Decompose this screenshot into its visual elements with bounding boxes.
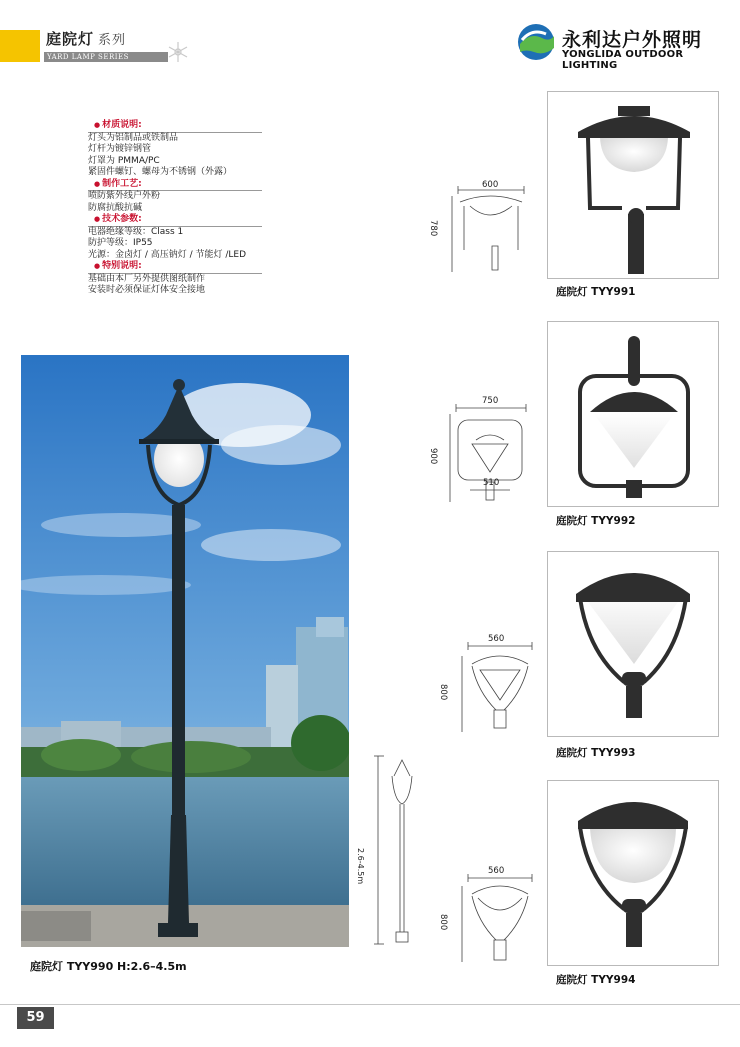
dim-width-tyy992: 750 bbox=[482, 396, 499, 406]
spec-line: 电器绝缘等级：Class 1 bbox=[88, 226, 184, 237]
drawing-tyy994 bbox=[438, 866, 536, 966]
drawing-tyy993 bbox=[438, 634, 536, 734]
spec-list bbox=[88, 120, 262, 297]
spec-heading: ● 特别说明: bbox=[88, 261, 262, 274]
drawing-tyy991 bbox=[428, 180, 530, 280]
product-photo-tyy990 bbox=[21, 355, 349, 947]
brand-name-cn: 永利达户外照明 bbox=[562, 29, 703, 51]
dim-height-tyy993: 800 bbox=[438, 684, 448, 701]
product-caption-tyy994: 庭院灯 TYY994 bbox=[556, 974, 636, 986]
dim-width-tyy993: 560 bbox=[488, 634, 505, 644]
product-image-tyy994 bbox=[547, 780, 719, 966]
spec-line: 灯罩为 PMMA/PC bbox=[88, 155, 160, 166]
product-image-tyy991 bbox=[547, 91, 719, 279]
footer-divider bbox=[0, 1004, 740, 1005]
spec-line: 防腐抗酸抗碱 bbox=[88, 202, 143, 213]
section-subtitle-en: YARD LAMP SERIES bbox=[44, 52, 168, 62]
spec-line: 灯头为铝制品或铁制品 bbox=[88, 132, 179, 143]
dim-height-tyy991: 780 bbox=[428, 220, 438, 237]
spec-line: 灯杆为镀锌钢管 bbox=[88, 144, 152, 154]
spec-heading: ● 技术参数: bbox=[88, 214, 262, 227]
spec-line: 基础由本厂另外提供图纸制作 bbox=[88, 273, 206, 284]
product-image-tyy992 bbox=[547, 321, 719, 507]
page-number: 59 bbox=[17, 1007, 54, 1029]
product-caption-tyy992: 庭院灯 TYY992 bbox=[556, 515, 636, 527]
drawing-tyy992 bbox=[428, 396, 530, 508]
dim-width-tyy994: 560 bbox=[488, 866, 505, 876]
spec-heading: ● 材质说明: bbox=[88, 120, 262, 133]
dim-width-tyy991: 600 bbox=[482, 180, 499, 190]
spec-line: 安装时必须保证灯体安全接地 bbox=[88, 285, 206, 295]
dim-height-tyy990: 2.6-4.5m bbox=[356, 848, 365, 885]
spec-line: 防护等级：IP55 bbox=[88, 238, 153, 248]
spec-line: 紧固件螺钉、螺母为不锈钢（外露） bbox=[88, 167, 233, 177]
section-title-series: 系列 bbox=[98, 33, 127, 48]
product-image-tyy993 bbox=[547, 551, 719, 737]
section-title bbox=[46, 28, 126, 49]
spec-heading: ● 制作工艺: bbox=[88, 179, 262, 192]
snowflake-decoration-icon bbox=[166, 40, 190, 64]
product-caption-tyy990: 庭院灯 TYY990 H:2.6–4.5m bbox=[30, 960, 187, 973]
spec-line: 喷防紫外线户外粉 bbox=[88, 191, 161, 201]
product-caption-tyy993: 庭院灯 TYY993 bbox=[556, 747, 636, 759]
brand-name-en: YONGLIDA OUTDOOR LIGHTING bbox=[562, 49, 684, 71]
header-accent-tab bbox=[0, 30, 40, 62]
yonglida-logo-icon bbox=[516, 22, 556, 62]
dim-height-tyy992: 900 bbox=[428, 448, 438, 465]
spec-line: 光源：金卤灯 / 高压钠灯 / 节能灯 /LED bbox=[88, 249, 247, 260]
dim-base-tyy992: 510 bbox=[483, 478, 500, 488]
dim-height-tyy994: 800 bbox=[438, 914, 448, 931]
drawing-tyy990 bbox=[356, 752, 430, 948]
section-title-main: 庭院灯 bbox=[46, 30, 95, 48]
product-caption-tyy991: 庭院灯 TYY991 bbox=[556, 286, 636, 298]
